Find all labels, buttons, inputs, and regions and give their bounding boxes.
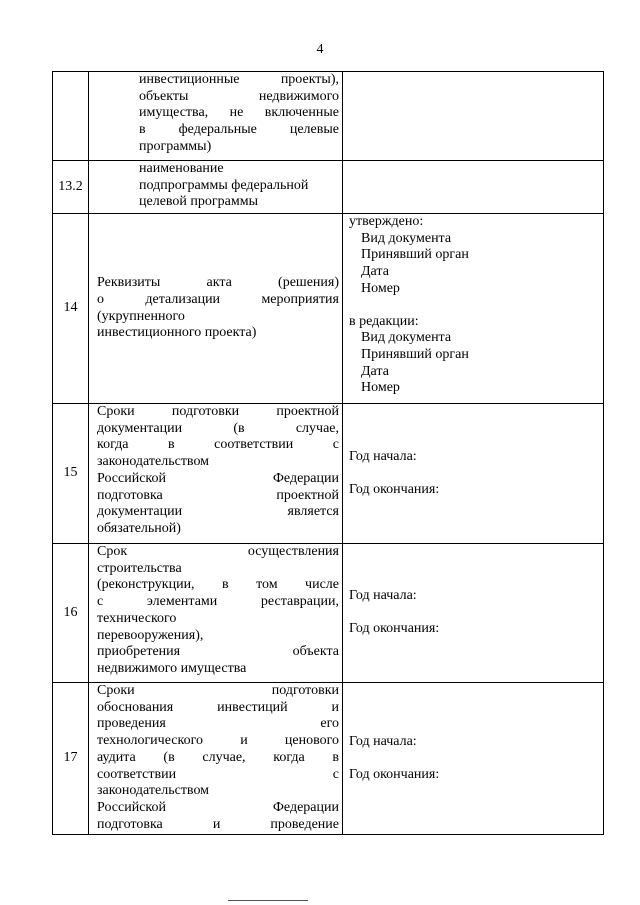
page-number: 4: [316, 42, 324, 57]
table-row: [53, 544, 604, 683]
label-line: с элементами реставрации,: [97, 594, 339, 610]
label-line: (укрупненного: [97, 308, 185, 324]
label-line: Реквизиты акта (решения): [97, 275, 339, 291]
label-line: Сроки подготовки: [97, 683, 339, 698]
table-row: [53, 72, 604, 161]
start-year-label: Год начала:: [349, 733, 417, 749]
approved-number: Номер: [361, 280, 400, 296]
label-line: подпрограммы федеральной: [139, 177, 309, 193]
label-line: Российской Федерации: [97, 470, 339, 486]
approved-title: утверждено:: [349, 214, 424, 229]
label-line: в федеральные целевые: [139, 122, 339, 138]
row-label: [89, 544, 343, 683]
spacer: [349, 298, 603, 314]
end-year-label: Год окончания:: [349, 481, 440, 497]
label-line: имущества, не включенные: [139, 105, 339, 121]
end-year-label: Год окончания:: [349, 766, 440, 782]
label-line: подготовка и проведение: [97, 816, 339, 832]
row-label: [89, 683, 343, 835]
label-line: целевой программы: [139, 194, 258, 210]
label-line: технического: [97, 610, 177, 626]
row-number: 13.2: [53, 161, 89, 214]
label-line: законодательством: [97, 454, 210, 470]
row-value: [343, 544, 604, 683]
table-row: [53, 404, 604, 544]
label-line: инвестиционные проекты),: [139, 72, 339, 87]
label-line: инвестиционного проекта): [97, 325, 257, 341]
row-value: [343, 72, 604, 161]
row-number: 14: [53, 214, 89, 404]
row-value: [343, 161, 604, 214]
label-line: технологического и ценового: [97, 733, 339, 749]
label-line: программы): [139, 138, 212, 154]
row-value: [343, 683, 604, 835]
label-line: подготовка проектной: [97, 487, 339, 503]
edition-authority: Принявший орган: [361, 346, 469, 362]
label-line: обоснования инвестиций и: [97, 699, 339, 715]
spacer: [349, 466, 603, 482]
label-line: наименование: [139, 161, 224, 176]
row-label: [89, 161, 343, 214]
edition-number: Номер: [361, 380, 400, 396]
label-line: Срок осуществления: [97, 544, 339, 559]
row-value: [343, 404, 604, 544]
approved-date: Дата: [361, 264, 389, 280]
table-row: [53, 161, 604, 214]
spacer: [349, 751, 603, 767]
page-edge-mark: [228, 900, 308, 901]
row-value: [343, 214, 604, 404]
label-line: перевооружения),: [97, 627, 204, 643]
label-line: проведения его: [97, 716, 339, 732]
edition-title: в редакции:: [349, 313, 419, 329]
label-line: недвижимого имущества: [97, 660, 247, 676]
row-number: 17: [53, 683, 89, 835]
label-line: (реконструкции, в том числе: [97, 577, 339, 593]
label-line: когда в соответствии с: [97, 437, 339, 453]
end-year-label: Год окончания:: [349, 621, 440, 636]
label-line: обязательной): [97, 520, 181, 536]
passport-table: [52, 71, 604, 835]
table-row: [53, 683, 604, 835]
row-label: [89, 214, 343, 404]
label-line: Российской Федерации: [97, 799, 339, 815]
row-label: [89, 404, 343, 544]
row-number: 15: [53, 404, 89, 544]
table-row: [53, 214, 604, 404]
row-number: [53, 72, 89, 161]
spacer: [349, 605, 603, 621]
label-line: законодательством: [97, 783, 210, 799]
label-line: строительства: [97, 560, 182, 576]
approved-authority: Принявший орган: [361, 247, 469, 263]
label-line: документации (в случае,: [97, 420, 339, 436]
edition-date: Дата: [361, 363, 389, 379]
row-number: 16: [53, 544, 89, 683]
label-line: объекты недвижимого: [139, 88, 339, 104]
edition-doc-type: Вид документа: [361, 330, 452, 346]
row-label: [89, 72, 343, 161]
start-year-label: Год начала:: [349, 448, 417, 464]
label-line: соответствии с: [97, 766, 339, 782]
label-line: документации является: [97, 504, 339, 520]
label-line: о детализации мероприятия: [97, 291, 339, 307]
label-line: Сроки подготовки проектной: [97, 404, 339, 419]
start-year-label: Год начала:: [349, 588, 417, 604]
label-line: приобретения объекта: [97, 644, 339, 660]
label-line: аудита (в случае, когда в: [97, 749, 339, 765]
approved-doc-type: Вид документа: [361, 230, 452, 246]
